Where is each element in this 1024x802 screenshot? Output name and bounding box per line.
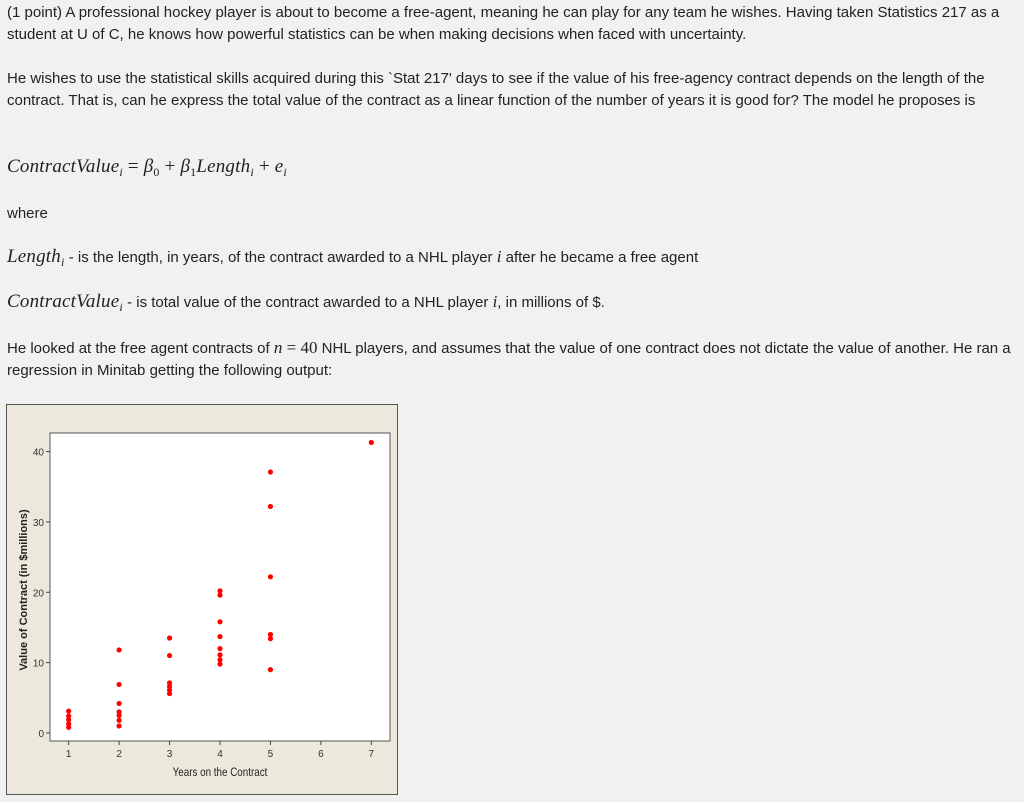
scatter-point: [167, 635, 172, 640]
x-tick-label: 2: [116, 749, 122, 760]
x-tick-label: 3: [166, 749, 173, 760]
scatter-point: [268, 632, 273, 637]
x-tick-label: 7: [368, 749, 375, 760]
scatter-point: [268, 469, 273, 474]
contract-value-definition: ContractValue$_i$ - is total value of the contract awarded to a NHL player i, in millions of $.: [7, 291, 605, 314]
y-tick-label: 30: [32, 517, 44, 529]
scatter-point: [217, 657, 222, 662]
scatter-point: [117, 723, 122, 728]
intro-paragraph: (1 point) A professional hockey player is about to become a free-agent, meaning he can play for any team he wishes. Having taken Statistics 217 as a student at U of C, he knows how powerful statistics can be when making decisions when faced with uncertainty.: [7, 4, 1000, 43]
scatter-point: [66, 709, 71, 714]
scatter-point: [217, 619, 222, 624]
scatter-point: [268, 574, 273, 579]
length-var: Length: [196, 156, 251, 177]
error-term: e: [274, 156, 284, 177]
scatter-point: [117, 682, 122, 687]
scatter-point: [117, 647, 122, 652]
x-tick-label: 4: [217, 749, 223, 760]
plot-area: [50, 433, 390, 741]
beta1-symbol: β: [180, 156, 191, 177]
scatter-point: [369, 440, 374, 445]
sample-paragraph: He looked at the free agent contracts of n = 40 NHL players, and assumes that the value of one contract does not dictate the value of another. He ran a regression in Minitab getting the following output:: [7, 338, 1011, 379]
scatter-point: [117, 709, 122, 714]
question-paragraph: He wishes to use the statistical skills acquired during this `Stat 217' days to see if the value of his free-agency contract depends on the length of the contract. That is, can he express the total value of the contract as a linear function of the number of years it is good for? The model he proposes is: [7, 70, 985, 109]
y-tick-label: 10: [32, 658, 44, 670]
scatter-point: [268, 667, 273, 672]
scatter-point: [268, 504, 273, 509]
minitab-scatterplot: [6, 404, 398, 795]
scatter-point: [217, 588, 222, 593]
scatter-point: [117, 718, 122, 723]
x-tick-label: 6: [318, 749, 324, 760]
x-tick-label: 1: [65, 749, 72, 760]
y-tick-label: 20: [32, 588, 44, 600]
scatter-point: [167, 680, 172, 685]
scatter-point: [66, 713, 71, 718]
scatter-point: [217, 646, 222, 651]
scatterplot-svg: [7, 405, 397, 794]
regression-model-equation: ContractValue$_i$ = $\beta_0$ + $\beta_1Length_i + e_i$: [7, 156, 287, 179]
beta0-symbol: β: [143, 156, 154, 177]
scatter-point: [167, 653, 172, 658]
y-axis-title: Value of Contract (in $millions): [18, 509, 30, 671]
y-tick-label: 40: [32, 447, 44, 459]
contract-value-var: ContractValue: [7, 156, 120, 177]
length-definition: Length$_i$ - is the length, in years, of the contract awarded to a NHL player i after he became a free agent: [7, 246, 699, 269]
x-axis-ticks: [66, 741, 375, 760]
scatter-point: [217, 652, 222, 657]
scatter-point: [217, 634, 222, 639]
where-label: where: [7, 205, 48, 222]
y-tick-label: 0: [38, 728, 44, 740]
y-axis-ticks: [33, 448, 50, 740]
x-axis-title: Years on the Contract: [172, 766, 268, 780]
scatter-point: [117, 701, 122, 706]
x-tick-label: 5: [267, 749, 274, 760]
